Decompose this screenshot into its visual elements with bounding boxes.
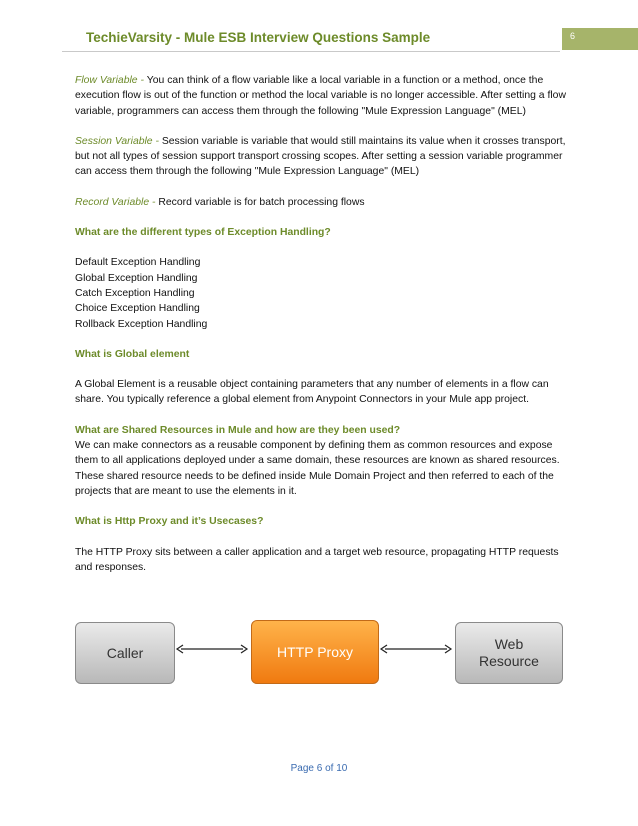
answer-shared-resources: We can make connectors as a reusable component by defining them as common resources and expose them to all applications deployed under a same domain, these resources are known as shared resources. These shared resource needs to be defined inside Mule Domain Project and then referred to each of the projects that are meant to use the elements in it. xyxy=(75,440,560,497)
exception-handling-list xyxy=(75,255,570,331)
record-variable-text: Record variable is for batch processing flows xyxy=(158,196,365,208)
http-proxy-diagram xyxy=(75,620,565,686)
page-header xyxy=(62,26,638,52)
question-exception-handling: What are the different types of Exception Handling? xyxy=(75,227,331,239)
question-shared-resources: What are Shared Resources in Mule and how are they been used? xyxy=(75,424,401,436)
session-variable-label: Session Variable - xyxy=(75,135,162,147)
flow-variable-text: You can think of a flow variable like a local variable in a function or a method, once the execution flow is out of the function or method the local variable is no longer accessible. After setting a flow variable, programmers can access them through the following "Mule Expression Language" (MEL) xyxy=(75,75,566,117)
flow-variable-label: Flow Variable - xyxy=(75,75,147,86)
list-item: Catch Exception Handling xyxy=(75,287,195,299)
answer-http-proxy: The HTTP Proxy sits between a caller application and a target web resource, propagating HTTP requests and responses. xyxy=(75,546,559,573)
header-divider xyxy=(62,51,560,52)
record-variable-label: Record Variable - xyxy=(75,196,159,208)
question-http-proxy: What is Http Proxy and it’s Usecases? xyxy=(75,516,264,528)
http-proxy-box xyxy=(251,620,379,684)
document-title: TechieVarsity - Mule ESB Interview Questions Sample xyxy=(86,30,431,45)
caller-label: Caller xyxy=(106,644,144,661)
flow-variable-paragraph xyxy=(75,73,570,119)
caller-proxy-arrow xyxy=(175,644,249,654)
session-variable-paragraph xyxy=(75,134,570,180)
session-variable-text: Session variable is variable that would still maintains its value when it crosses transport, but not all types of session support transport crossing scopes. After setting a session variable programmer can access them through the following "Mule Expression Language" (MEL) xyxy=(75,135,566,178)
answer-global-element: A Global Element is a reusable object containing parameters that any number of elements in a flow can share. You typically reference a global element from Anypoint Connectors in your Mule app project. xyxy=(75,379,549,406)
question-global-element: What is Global element xyxy=(75,348,190,360)
http-proxy-label: HTTP Proxy xyxy=(277,643,353,660)
document-body xyxy=(75,73,570,590)
page-footer xyxy=(0,763,638,774)
list-item: Global Exception Handling xyxy=(75,272,198,284)
list-item: Rollback Exception Handling xyxy=(75,318,208,330)
web-resource-label: Web Resource xyxy=(479,636,539,669)
page-number-tab-label: 6 xyxy=(570,31,576,41)
list-item: Choice Exception Handling xyxy=(75,303,200,315)
list-item: Default Exception Handling xyxy=(75,257,201,269)
page-number-tab xyxy=(562,28,638,50)
footer-page-number: Page 6 of 10 xyxy=(290,763,348,774)
proxy-web-arrow xyxy=(379,644,453,654)
record-variable-paragraph xyxy=(75,195,570,210)
caller-box xyxy=(75,622,175,684)
web-resource-box xyxy=(455,622,563,684)
